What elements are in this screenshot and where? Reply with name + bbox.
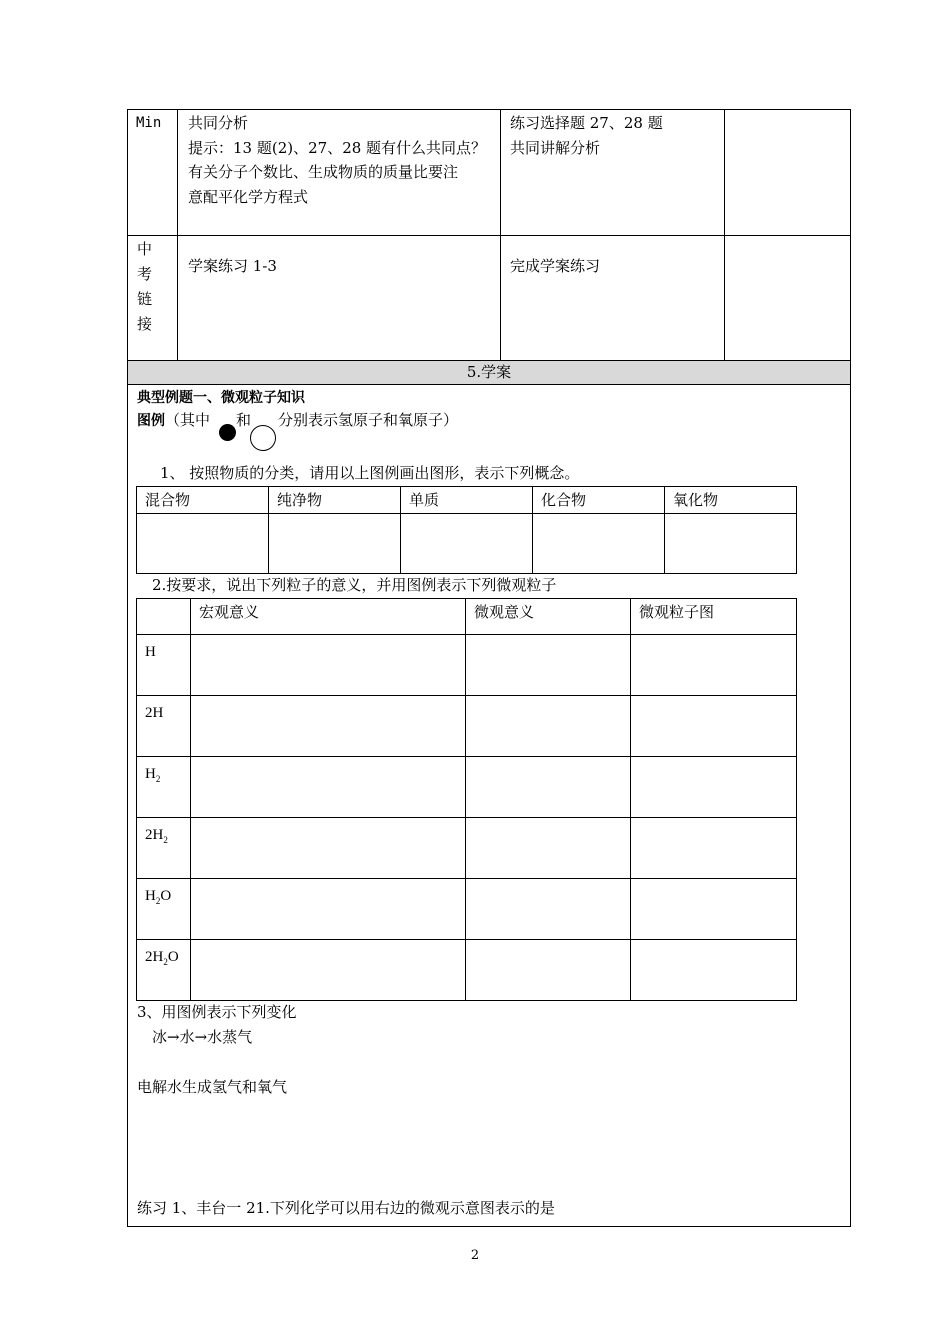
answer-cell[interactable]: [631, 879, 797, 940]
header-compound: 化合物: [533, 487, 665, 514]
formula-cell: 2H: [137, 696, 191, 757]
student-line-1: 练习选择题 27、28 题: [510, 114, 663, 132]
header-particle-diagram: 微观粒子图: [631, 599, 797, 635]
answer-cell[interactable]: [466, 757, 631, 818]
answer-cell[interactable]: [191, 879, 466, 940]
label-char-2: 考: [137, 265, 153, 283]
row-divider: [127, 235, 851, 236]
q3-change-2: 电解水生成氢气和氧气: [137, 1078, 288, 1096]
practice-question: 练习 1、丰台一 21.下列化学可以用右边的微观示意图表示的是: [137, 1199, 555, 1217]
page-number: 2: [470, 1248, 480, 1263]
q2-prompt: 2.按要求，说出下列粒子的意义，并用图例表示下列微观粒子: [152, 576, 557, 594]
legend-text-c: 分别表示氢原子和氧原子）: [278, 411, 459, 429]
answer-cell[interactable]: [533, 514, 665, 574]
example-heading: 典型例题一、微观粒子知识: [137, 390, 305, 406]
formula-cell: $H_2$: [137, 757, 191, 818]
answer-cell[interactable]: [466, 879, 631, 940]
formula-cell: $2H_2$: [137, 818, 191, 879]
answer-cell[interactable]: [466, 818, 631, 879]
answer-cell[interactable]: [466, 940, 631, 1001]
answer-cell[interactable]: [631, 696, 797, 757]
student-line-2: 共同讲解分析: [510, 139, 601, 157]
answer-cell[interactable]: [466, 635, 631, 696]
legend-text-a: （其中: [165, 411, 211, 429]
answer-cell[interactable]: [137, 514, 269, 574]
answer-cell[interactable]: [631, 757, 797, 818]
header-oxide: 氧化物: [665, 487, 797, 514]
answer-cell[interactable]: [631, 818, 797, 879]
header-micro-meaning: 微观意义: [466, 599, 631, 635]
answer-cell[interactable]: [191, 757, 466, 818]
q3-prompt: 3、用图例表示下列变化: [137, 1003, 297, 1021]
label-char-4: 接: [137, 315, 153, 333]
answer-cell[interactable]: [269, 514, 401, 574]
label-char-1: 中: [137, 240, 153, 258]
section-title: 5.学案: [128, 360, 850, 385]
answer-cell[interactable]: [191, 696, 466, 757]
q1-prompt: 1、 按照物质的分类，请用以上图例画出图形，表示下列概念。: [160, 464, 580, 482]
formula-cell: $2H_2O$: [137, 940, 191, 1001]
teacher-line-2: 提示：13 题(2)、27、28 题有什么共同点？: [188, 139, 487, 157]
teacher-line-4: 意配平化学方程式: [188, 188, 309, 206]
teacher-line-1: 共同分析: [188, 114, 249, 132]
teacher-line-3: 有关分子个数比、生成物质的质量比要注: [188, 163, 459, 181]
legend-label: 图例: [137, 413, 165, 429]
legend-line: [137, 408, 210, 434]
answer-cell[interactable]: [631, 940, 797, 1001]
teacher-cell-row2: 学案练习 1-3: [188, 257, 277, 275]
answer-cell[interactable]: [191, 635, 466, 696]
answer-cell[interactable]: [466, 696, 631, 757]
header-element: 单质: [401, 487, 533, 514]
formula-cell: H: [137, 635, 191, 696]
formula-cell: $H_2O$: [137, 879, 191, 940]
header-mixture: 混合物: [137, 487, 269, 514]
particle-table: [136, 598, 797, 1001]
corner-cell: [137, 599, 191, 635]
answer-cell[interactable]: [191, 818, 466, 879]
oxygen-atom-icon: [250, 425, 276, 451]
answer-cell[interactable]: [401, 514, 533, 574]
classification-table: [136, 486, 797, 574]
label-char-3: 链: [137, 290, 153, 308]
answer-cell[interactable]: [191, 940, 466, 1001]
header-macro-meaning: 宏观意义: [191, 599, 466, 635]
time-cell: Min: [136, 115, 162, 131]
header-pure-substance: 纯净物: [269, 487, 401, 514]
answer-cell[interactable]: [665, 514, 797, 574]
student-cell-row2: 完成学案练习: [510, 257, 601, 275]
legend-text-b: 和: [236, 411, 252, 429]
q3-change-1: 冰→水→水蒸气: [152, 1028, 253, 1046]
answer-cell[interactable]: [631, 635, 797, 696]
hydrogen-atom-icon: [219, 424, 236, 441]
